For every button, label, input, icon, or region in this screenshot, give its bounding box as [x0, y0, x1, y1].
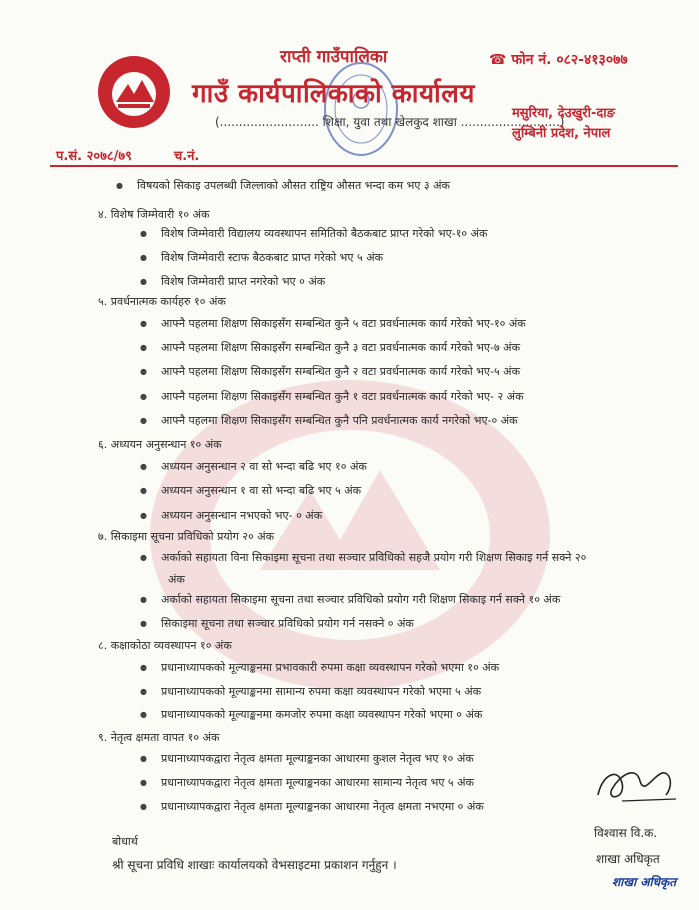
list-item: ● प्रधानाध्यापकको मूल्याङ्कनमा कमजोर रुपमा कक्षा व्यवस्थापन गरेको भएमा ० अंक: [140, 707, 482, 722]
section-heading: ६. अध्ययन अनुसन्धान १० अंक: [98, 438, 222, 451]
list-item: ● अध्ययन अनुसन्धान नभएको भए- ० अंक: [140, 508, 322, 523]
section-heading: ५. प्रवर्धनात्मक कार्यहरु १० अंक: [98, 295, 226, 308]
list-item: ● आफ्नै पहलमा शिक्षण सिकाइसँग सम्बन्धित कुनै १ वटा प्रवर्धनात्मक कार्य गरेको भए- २ अंक: [140, 389, 524, 404]
list-item: ● अर्काको सहायता सिकाइमा सूचना तथा सञ्चार प्रविधिको प्रयोग गरी शिक्षण सिकाइ गर्न सक्ने १० अंक: [140, 592, 560, 607]
section-heading: ८. कक्षाकोठा व्यवस्थापन १० अंक: [98, 639, 232, 652]
list-item: ● प्रधानाध्यापकद्वारा नेतृत्व क्षमता मूल्याङ्कनका आधारमा सामान्य नेतृत्व भए ५ अंक: [140, 775, 474, 790]
list-item: ● अर्काको सहायता विना सिकाइमा सूचना तथा सञ्चार प्रविधिको सहजै प्रयोग गरी शिक्षण सिकाइ गर्न सक्ने २०: [140, 550, 586, 565]
list-item: ● अध्ययन अनुसन्धान २ वा सो भन्दा बढि भए १० अंक: [140, 459, 367, 474]
list-item: ● विशेष जिम्मेवारी विद्यालय व्यवस्थापन समितिको बैठकबाट प्राप्त गरेको भए-१० अंक: [140, 226, 487, 241]
address-line-1: मसुरिया, देउखुरी-दाङ: [512, 106, 615, 121]
list-item-continuation: अंक: [168, 573, 185, 586]
handwritten-signature-icon: [592, 755, 680, 815]
dispatch-number: च.नं.: [174, 149, 200, 164]
section-name: (.......................... शिक्षा, युवा तथा खेलकुद शाखा ..........................): [215, 115, 565, 129]
header-divider: [50, 165, 678, 167]
list-item: ● विशेष जिम्मेवारी प्राप्त नगरेको भए ० अंक: [140, 274, 325, 289]
list-item: ● प्रधानाध्यापकद्वारा नेतृत्व क्षमता मूल्याङ्कनका आधारमा नेतृत्व क्षमता नभएमा ० अंक: [140, 799, 484, 814]
nepal-emblem-icon: [96, 54, 172, 130]
list-item: ● प्रधानाध्यापकको मूल्याङ्कनमा सामान्य रुपमा कक्षा व्यवस्थापन गरेको भएमा ५ अंक: [140, 684, 481, 699]
cc-label: बोधार्थ: [112, 835, 138, 848]
list-item: ● विशेष जिम्मेवारी स्टाफ बैठकबाट प्राप्त गरेको भए ५ अंक: [140, 250, 383, 265]
section-heading: ४. विशेष जिम्मेवारी १० अंक: [98, 208, 210, 221]
section-heading: ९. नेतृत्व क्षमता वापत १० अंक: [98, 731, 220, 744]
list-item: ● प्रधानाध्यापकको मूल्याङ्कनमा प्रभावकारी रुपमा कक्षा व्यवस्थापन गरेको भएमा १० अंक: [140, 660, 499, 675]
list-item: ● आफ्नै पहलमा शिक्षण सिकाइसँग सम्बन्धित कुनै ५ वटा प्रवर्धनात्मक कार्य गरेको भए-१० अंक: [140, 316, 526, 331]
municipality-name: राप्ती गाउँपालिका: [280, 47, 388, 67]
signatory-stamp: शाखा अधिकृत: [612, 875, 677, 889]
cc-text: श्री सूचना प्रविधि शाखाः कार्यालयको वेभसाइटमा प्रकाशन गर्नुहुन ।: [112, 858, 397, 872]
list-item: ● आफ्नै पहलमा शिक्षण सिकाइसँग सम्बन्धित कुनै २ वटा प्रवर्धनात्मक कार्य गरेको भए-५ अंक: [140, 364, 520, 379]
reference-number: प.सं. २०७८/७९: [56, 149, 132, 164]
phone-number: ☎ फोन नं. ०८२-४१३०७७: [489, 52, 628, 68]
address-line-2: लुम्बिनी प्रदेश, नेपाल: [512, 126, 611, 141]
list-item: ● आफ्नै पहलमा शिक्षण सिकाइसँग सम्बन्धित कुनै पनि प्रवर्धनात्मक कार्य नगरेको भए-० अंक: [140, 413, 518, 428]
section-heading: ७. सिकाइमा सूचना प्रविधिको प्रयोग २० अंक: [98, 530, 275, 543]
list-item: ● सिकाइमा सूचना तथा सञ्चार प्रविधिको प्रयोग गर्न नसक्ने ० अंक: [140, 616, 414, 631]
list-item: ● विषयको सिकाइ उपलब्धी जिल्लाको औसत राष्ट्रिय औसत भन्दा कम भए ३ अंक: [116, 178, 450, 193]
signatory-title: शाखा अधिकृत: [596, 852, 660, 866]
list-item: ● अध्ययन अनुसन्धान १ वा सो भन्दा बढि भए ५ अंक: [140, 483, 361, 498]
list-item: ● प्रधानाध्यापकद्वारा नेतृत्व क्षमता मूल्याङ्कनका आधारमा कुशल नेतृत्व भए १० अंक: [140, 751, 474, 766]
signatory-name: विश्वास वि.क.: [594, 826, 658, 840]
list-item: ● आफ्नै पहलमा शिक्षण सिकाइसँग सम्बन्धित कुनै ३ वटा प्रवर्धनात्मक कार्य गरेको भए-७ अंक: [140, 340, 520, 355]
office-title: गाउँ कार्यपालिकाको कार्यालय: [192, 79, 475, 109]
